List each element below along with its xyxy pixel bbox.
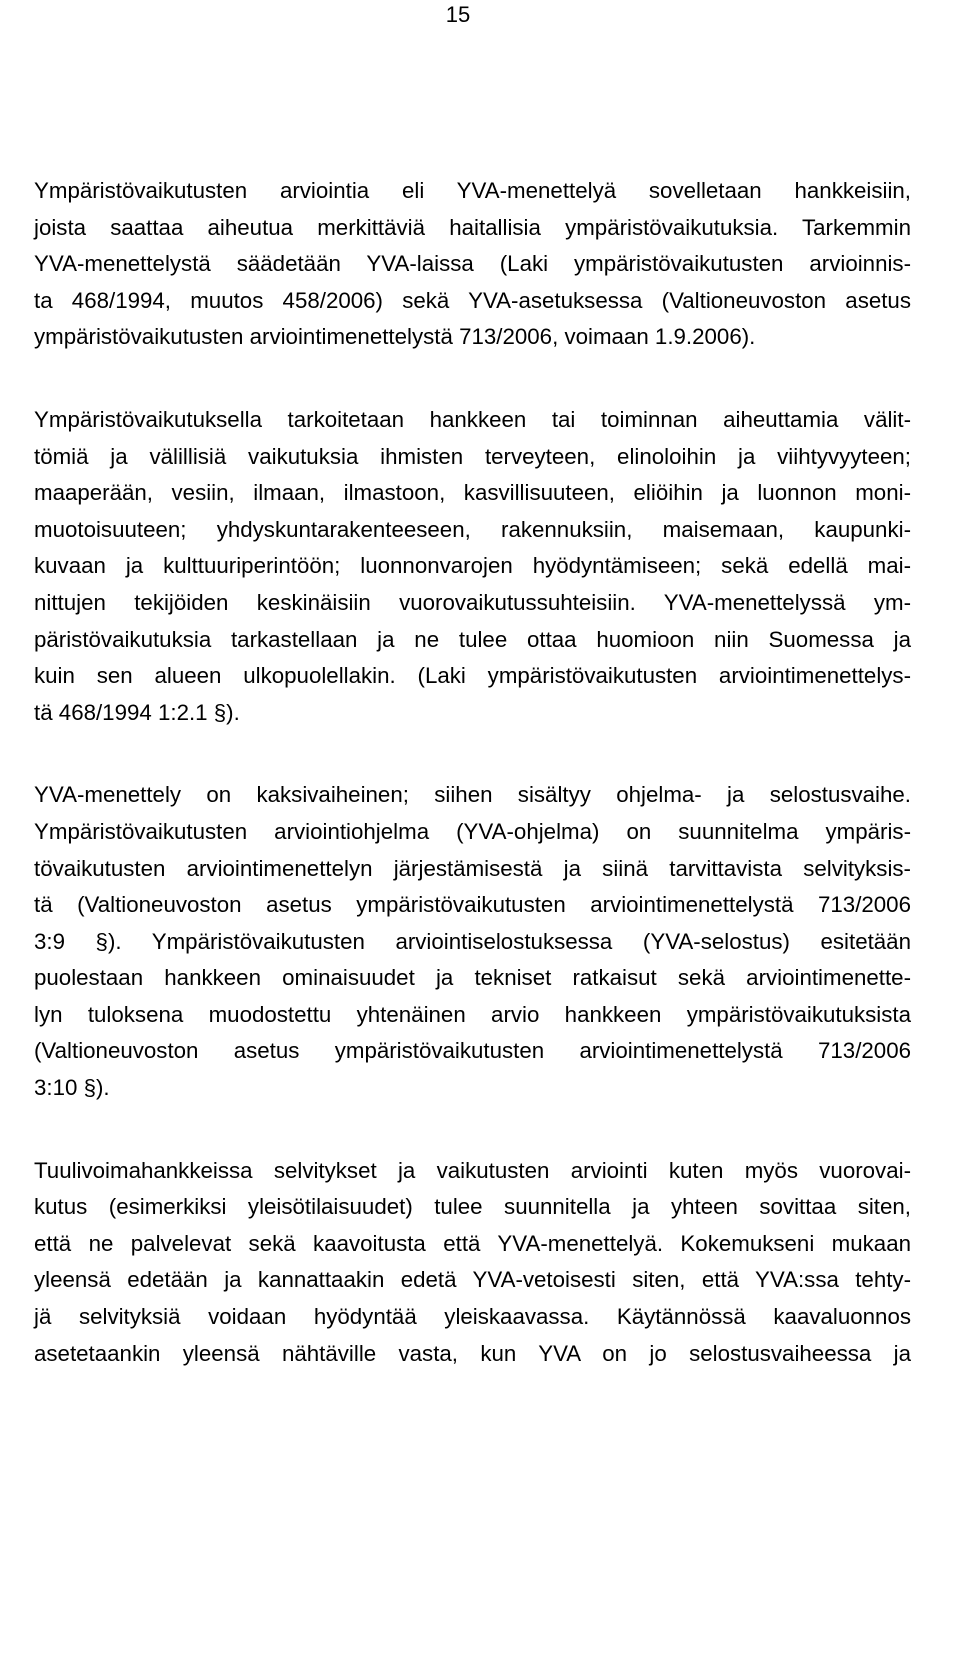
text-line: 3:9 §). Ympäristövaikutusten arviointiselostuksessa (YVA-selostus) esitetään [34,928,911,954]
text-line: YVA-menettelystä säädetään YVA-laissa (Laki ympäristövaikutusten arvioinnis- [34,251,911,277]
text-line: päristövaikutuksia tarkastellaan ja ne tulee ottaa huomioon niin Suomessa ja [34,626,911,652]
document-body [34,173,911,1372]
paragraph-yva-phases [34,777,911,1106]
text-line: (Valtioneuvoston asetus ympäristövaikutusten arviointimenettelystä 713/2006 [34,1038,911,1064]
paragraph-spacer [34,356,911,402]
text-line: että ne palvelevat sekä kaavoitusta että YVA-menettelyä. Kokemukseni mukaan [34,1230,911,1256]
paragraph-spacer [34,731,911,777]
text-line: kuvaan ja kulttuuriperintöön; luonnonvarojen hyödyntämiseen; sekä edellä mai- [34,553,911,579]
paragraph-spacer [34,1107,911,1153]
text-line: tömiä ja välillisiä vaikutuksia ihmisten terveyteen, elinoloihin ja viihtyvyyteen; [34,443,911,469]
page-number: 15 [445,2,471,27]
text-line: tövaikutusten arviointimenettelyn järjestämisestä ja siinä tarvittavista selvityksis- [34,855,911,881]
text-line: ympäristövaikutusten arviointimenettelystä 713/2006, voimaan 1.9.2006). [34,324,756,350]
text-line: tä (Valtioneuvoston asetus ympäristövaikutusten arviointimenettelystä 713/2006 [34,892,911,918]
paragraph-wind-power-projects [34,1153,911,1373]
text-line: ta 468/1994, muutos 458/2006) sekä YVA-asetuksessa (Valtioneuvoston asetus [34,287,911,313]
text-line: kutus (esimerkiksi yleisötilaisuudet) tulee suunnitella ja yhteen sovittaa siten, [34,1194,911,1220]
text-line: maaperään, vesiin, ilmaan, ilmastoon, kasvillisuuteen, eliöihin ja luonnon moni- [34,480,911,506]
text-line: kuin sen alueen ulkopuolellakin. (Laki ympäristövaikutusten arviointimenettelys- [34,663,911,689]
text-line: Ympäristövaikutusten arviointiohjelma (YVA-ohjelma) on suunnitelma ympäris- [34,818,911,844]
text-line: Tuulivoimahankkeissa selvitykset ja vaikutusten arviointi kuten myös vuorovai- [34,1157,911,1183]
text-line: asetetaankin yleensä nähtäville vasta, kun YVA on jo selostusvaiheessa ja [34,1340,911,1366]
text-line: yleensä edetään ja kannattaakin edetä YVA-vetoisesti siten, että YVA:ssa tehty- [34,1267,911,1293]
text-line: Ympäristövaikutuksella tarkoitetaan hankkeen tai toiminnan aiheuttamia välit- [34,406,911,432]
text-line: nittujen tekijöiden keskinäisiin vuorovaikutussuhteisiin. YVA-menettelyssä ym- [34,589,911,615]
text-line: 3:10 §). [34,1075,110,1101]
text-line: tä 468/1994 1:2.1 §). [34,699,240,725]
text-line: joista saattaa aiheutua merkittäviä haitallisia ympäristövaikutuksia. Tarkemmin [34,214,911,240]
text-line: muotoisuuteen; yhdyskuntarakenteeseen, rakennuksiin, maisemaan, kaupunki- [34,516,911,542]
text-line: Ympäristövaikutusten arviointia eli YVA-menettelyä sovelletaan hankkeisiin, [34,178,911,203]
text-line: puolestaan hankkeen ominaisuudet ja tekniset ratkaisut sekä arviointimenette- [34,965,911,991]
text-line: lyn tuloksena muodostettu yhtenäinen arvio hankkeen ympäristövaikutuksista [34,1001,911,1027]
paragraph-environmental-impact-definition [34,402,911,731]
text-line: YVA-menettely on kaksivaiheinen; siihen sisältyy ohjelma- ja selostusvaihe. [34,782,911,808]
paragraph-yva-introduction [34,173,911,356]
text-line: jä selvityksiä voidaan hyödyntää yleiskaavassa. Käytännössä kaavaluonnos [34,1304,911,1330]
